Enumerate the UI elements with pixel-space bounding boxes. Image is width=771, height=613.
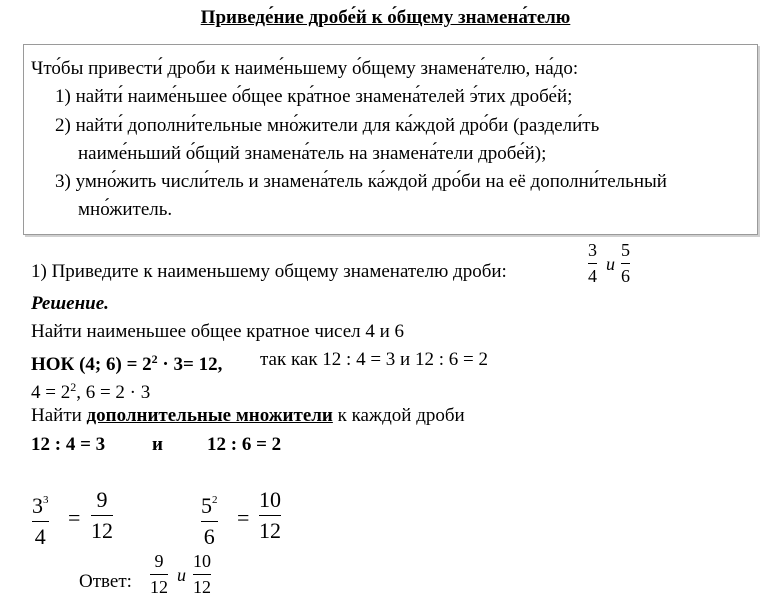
nok-reason: так как 12 : 4 = 3 и 12 : 6 = 2	[260, 349, 488, 370]
factor-a: 4 = 2	[31, 382, 71, 403]
numerator-value: 5	[201, 493, 212, 518]
rule-step-3: 3) умно́жить числи́тель и знамена́тель ка́ждой дро́би на её дополни́тельный	[55, 171, 667, 192]
find-factors-line	[31, 402, 465, 429]
eq2-left-fraction	[201, 487, 218, 550]
rule-intro: Что́бы привести́ дроби к наиме́ньшему о́бщему знамена́телю, на́до:	[31, 58, 579, 79]
fraction-bar	[91, 515, 113, 516]
find-factors-pre: Найти	[31, 405, 87, 426]
task-fraction-1	[588, 240, 597, 287]
multiplier-1: 12 : 4 = 3	[31, 434, 106, 455]
solution-heading: Решение.	[31, 293, 109, 314]
fraction-bar	[150, 574, 168, 575]
rule-step-1: 1) найти́ наиме́ньшее о́бщее кра́тное знамена́телей э́тих дробе́й;	[55, 86, 573, 107]
multiplier-superscript: 2	[212, 494, 218, 506]
numerator-value: 3	[32, 493, 43, 518]
nok-exponent: 2	[151, 352, 158, 366]
task-conjunction: и	[606, 254, 615, 274]
answer-conjunction: и	[177, 565, 186, 585]
find-factors-bold: дополнительные множители	[86, 405, 333, 426]
eq2-equals: =	[237, 505, 250, 530]
rule-step-2-cont: наиме́ньший о́бщий знамена́тель на знамена́тели дробе́й);	[78, 143, 547, 164]
denominator: 4	[34, 524, 46, 549]
answer-fraction-1	[150, 551, 168, 598]
fraction-bar	[588, 263, 597, 264]
numerator: 9	[96, 487, 108, 512]
numerator: 10	[193, 551, 211, 571]
nok-left: НОК (4; 6) =	[31, 354, 143, 375]
factor-b: , 6 = 2 · 3	[76, 382, 151, 403]
numerator	[32, 487, 49, 519]
eq2-result-fraction	[259, 487, 281, 544]
rule-step-3-cont: мно́житель.	[78, 199, 173, 220]
denominator: 6	[203, 524, 215, 549]
factor-a-exponent: 2	[70, 380, 77, 394]
fraction-bar	[259, 515, 281, 516]
task-fraction-2	[621, 240, 630, 287]
multiplier-and: и	[152, 434, 163, 455]
denominator: 12	[91, 518, 113, 543]
numerator	[201, 487, 218, 519]
answer-fraction-2	[193, 551, 211, 598]
multiplier-2: 12 : 6 = 2	[207, 434, 282, 455]
eq1-equals: =	[68, 505, 81, 530]
eq1-left-fraction	[32, 487, 49, 550]
numerator: 3	[588, 240, 597, 260]
numerator: 10	[259, 487, 281, 512]
solution-line-1: Найти наименьшее общее кратное чисел 4 и 6	[31, 321, 405, 342]
eq1-result-fraction	[91, 487, 113, 544]
answer-label: Ответ:	[79, 571, 132, 592]
find-factors-post: к каждой дроби	[332, 405, 465, 426]
denominator: 12	[193, 577, 211, 597]
denominator: 4	[588, 266, 597, 286]
denominator: 12	[150, 577, 168, 597]
numerator: 9	[154, 551, 164, 571]
rule-step-2: 2) найти́ дополни́тельные мно́жители для ка́ждой дро́би (раздели́ть	[55, 115, 600, 136]
page-title: Приведе́ние дробе́й к о́бщему знамена́телю	[200, 7, 571, 28]
multiplier-superscript: 3	[43, 494, 49, 506]
nok-rest: · 3= 12,	[157, 354, 223, 375]
denominator: 6	[621, 266, 630, 286]
denominator: 12	[259, 518, 281, 543]
fraction-bar	[193, 574, 211, 575]
task-text: 1) Приведите к наименьшему общему знаменателю дроби:	[31, 261, 507, 282]
fraction-bar	[621, 263, 630, 264]
fraction-bar	[32, 521, 49, 522]
fraction-bar	[201, 521, 218, 522]
nok-base: 2	[142, 354, 152, 375]
numerator: 5	[621, 240, 630, 260]
